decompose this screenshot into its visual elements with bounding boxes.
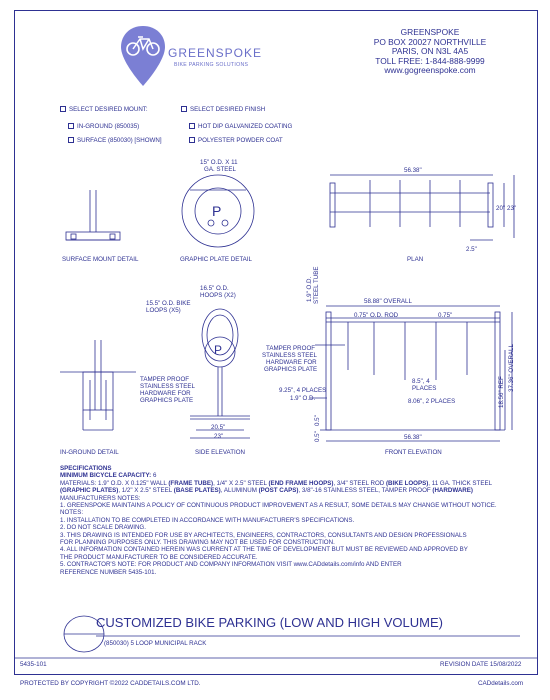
company-line: GREENSPOKE bbox=[400, 27, 460, 37]
finish-option-galvanized[interactable]: HOT DIP GALVANIZED COATING bbox=[189, 123, 292, 130]
dim-label: 16.5" O.D. bbox=[200, 285, 229, 292]
mount-heading: SELECT DESIRED MOUNT: bbox=[60, 106, 148, 113]
dim-label: 58.88" OVERALL bbox=[364, 298, 412, 305]
dim-label: 37.36" OVERALL bbox=[508, 344, 515, 392]
notes-heading: MANUFACTURERS NOTES: bbox=[60, 494, 141, 502]
dim-label: STEEL TUBE bbox=[313, 266, 320, 304]
drawing-title: CUSTOMIZED BIKE PARKING (LOW AND HIGH VOLUME) bbox=[96, 615, 443, 630]
note-line: 3. THIS DRAWING IS INTENDED FOR USE BY ARCHITECTS, ENGINEERS, CONTRACTORS, CONSULTANTS AND DESIGN PROFESSIONALS bbox=[60, 531, 467, 539]
note-line: 1. GREENSPOKE MAINTAINS A POLICY OF CONTINUOUS PRODUCT IMPROVEMENT AS A RESULT, SOME DETAILS MAY CHANGE WITHOUT NOTICE. bbox=[60, 502, 497, 510]
finish-option-powder[interactable]: POLYESTER POWDER COAT bbox=[189, 137, 283, 144]
note-line: 5. CONTRACTOR'S NOTE: FOR PRODUCT AND COMPANY INFORMATION VISIT www.CADdetails.com/info AND ENTER bbox=[60, 561, 402, 569]
dim-label: 8.5", 4 bbox=[412, 378, 430, 385]
dim-label: GA. STEEL bbox=[204, 166, 236, 173]
dim-label: 18.56" REF bbox=[498, 376, 505, 408]
materials-line-2: (GRAPHIC PLATES), 1/2" X 2.5" STEEL (BASE PLATES), ALUMINUM (POST CAPS), 3/8"-16 STAINLESS STEEL, TAMPER PROOF (HARDWARE) bbox=[60, 487, 473, 495]
note-line: NOTES: bbox=[60, 509, 84, 517]
dim-label: TAMPER PROOF bbox=[140, 376, 190, 383]
dim-label: 56.38" bbox=[404, 434, 422, 441]
dim-label: 8.06", 2 PLACES bbox=[408, 398, 456, 405]
dim-label: 15.5" O.D. BIKE bbox=[146, 300, 191, 307]
capacity-line: MINIMUM BICYCLE CAPACITY: 6 bbox=[60, 472, 157, 480]
dim-label: 0.5" bbox=[314, 431, 321, 442]
dim-label: 2.5" bbox=[466, 246, 477, 253]
dim-label: 56.38" bbox=[404, 167, 422, 174]
front-elevation-label: FRONT ELEVATION bbox=[385, 449, 442, 456]
dim-label: 0.75" bbox=[438, 312, 453, 319]
cad-brand: CADdetails.com bbox=[478, 680, 524, 687]
company-line: TOLL FREE: 1-844-888-9999 bbox=[375, 55, 485, 66]
note-line: 1. INSTALLATION TO BE COMPLETED IN ACCORDANCE WITH MANUFACTURER'S SPECIFICATIONS. bbox=[60, 516, 355, 524]
dim-label: 23" bbox=[214, 433, 224, 440]
specs-heading: SPECIFICATIONS bbox=[60, 465, 112, 472]
surface-mount-label: SURFACE MOUNT DETAIL bbox=[62, 256, 139, 263]
note-line: 2. DO NOT SCALE DRAWING. bbox=[60, 524, 146, 532]
company-line: PARIS, ON N3L 4A5 bbox=[391, 46, 469, 57]
logo-name: GREENSPOKE bbox=[168, 46, 263, 60]
dim-label: 20" bbox=[496, 205, 506, 212]
revision-date: REVISION DATE 15/08/2022 bbox=[440, 661, 522, 668]
plan-label: PLAN bbox=[407, 256, 424, 263]
in-ground-label: IN-GROUND DETAIL bbox=[60, 449, 119, 456]
dim-label: 15" O.D. X 11 bbox=[200, 159, 238, 166]
dim-label: 20.5" bbox=[211, 424, 226, 431]
note-line: FOR PLANNING PURPOSES ONLY. THIS DRAWING MAY NOT BE USED FOR CONSTRUCTION. bbox=[60, 539, 335, 547]
note-line: REFERENCE NUMBER 5435-101. bbox=[60, 568, 157, 576]
mount-option-surface[interactable]: SURFACE (850030) [SHOWN] bbox=[68, 137, 162, 144]
note-line: 4. ALL INFORMATION CONTAINED HEREIN WAS CURRENT AT THE TIME OF DEVELOPMENT BUT MUST BE REVIEWED AND APPROVED BY bbox=[60, 546, 468, 554]
dim-label: 9.25", 4 PLACES bbox=[279, 387, 327, 394]
finish-heading: SELECT DESIRED FINISH bbox=[181, 106, 265, 113]
dim-label: HARDWARE FOR bbox=[140, 390, 191, 397]
dim-label: 1.9" O.D. bbox=[290, 395, 316, 402]
dim-label: 23" bbox=[507, 205, 517, 212]
materials-line-1: MATERIALS: 1.9" O.D. X 0.125" WALL (FRAME TUBE), 1/4" X 2.5" STEEL (END FRAME HOOPS), 3/4" STEEL ROD (BIKE LOOPS), 11 GA. THICK STEEL bbox=[60, 479, 493, 487]
svg-text:P: P bbox=[214, 343, 223, 357]
dim-label: 0.5" bbox=[314, 415, 321, 426]
dim-label: HARDWARE FOR bbox=[266, 359, 317, 366]
mount-option-inground[interactable]: IN-GROUND (850035) bbox=[68, 123, 139, 130]
dim-label: GRAPHICS PLATE bbox=[140, 397, 194, 404]
svg-text:P: P bbox=[212, 203, 222, 219]
dim-label: PLACES bbox=[412, 385, 437, 392]
dim-label: 0.75" O.D. ROD bbox=[354, 312, 399, 319]
side-elevation-label: SIDE ELEVATION bbox=[195, 449, 245, 456]
dim-label: STAINLESS STEEL bbox=[262, 352, 317, 359]
copyright: PROTECTED BY COPYRIGHT ©2022 CADDETAILS.COM LTD. bbox=[20, 680, 201, 687]
company-line: PO BOX 20027 NORTHVILLE bbox=[373, 36, 487, 47]
logo-tagline: BIKE PARKING SOLUTIONS bbox=[174, 62, 249, 68]
dim-label: GRAPHICS PLATE bbox=[264, 366, 318, 373]
dim-label: TAMPER PROOF bbox=[266, 345, 316, 352]
note-line: THE PRODUCT MANUFACTURER TO BE CONSIDERED ACCURATE. bbox=[60, 553, 258, 561]
dim-label: LOOPS (X5) bbox=[146, 307, 181, 314]
drawing-subtitle: (850030) 5 LOOP MUNICIPAL RACK bbox=[104, 640, 207, 647]
dim-label: STAINLESS STEEL bbox=[140, 383, 195, 390]
dim-label: 1.9" O.D. bbox=[306, 276, 313, 302]
company-line: www.gogreenspoke.com bbox=[384, 65, 476, 76]
graphic-plate-label: GRAPHIC PLATE DETAIL bbox=[180, 256, 252, 263]
dim-label: HOOPS (X2) bbox=[200, 292, 236, 299]
reference-number: 5435-101 bbox=[20, 661, 47, 668]
